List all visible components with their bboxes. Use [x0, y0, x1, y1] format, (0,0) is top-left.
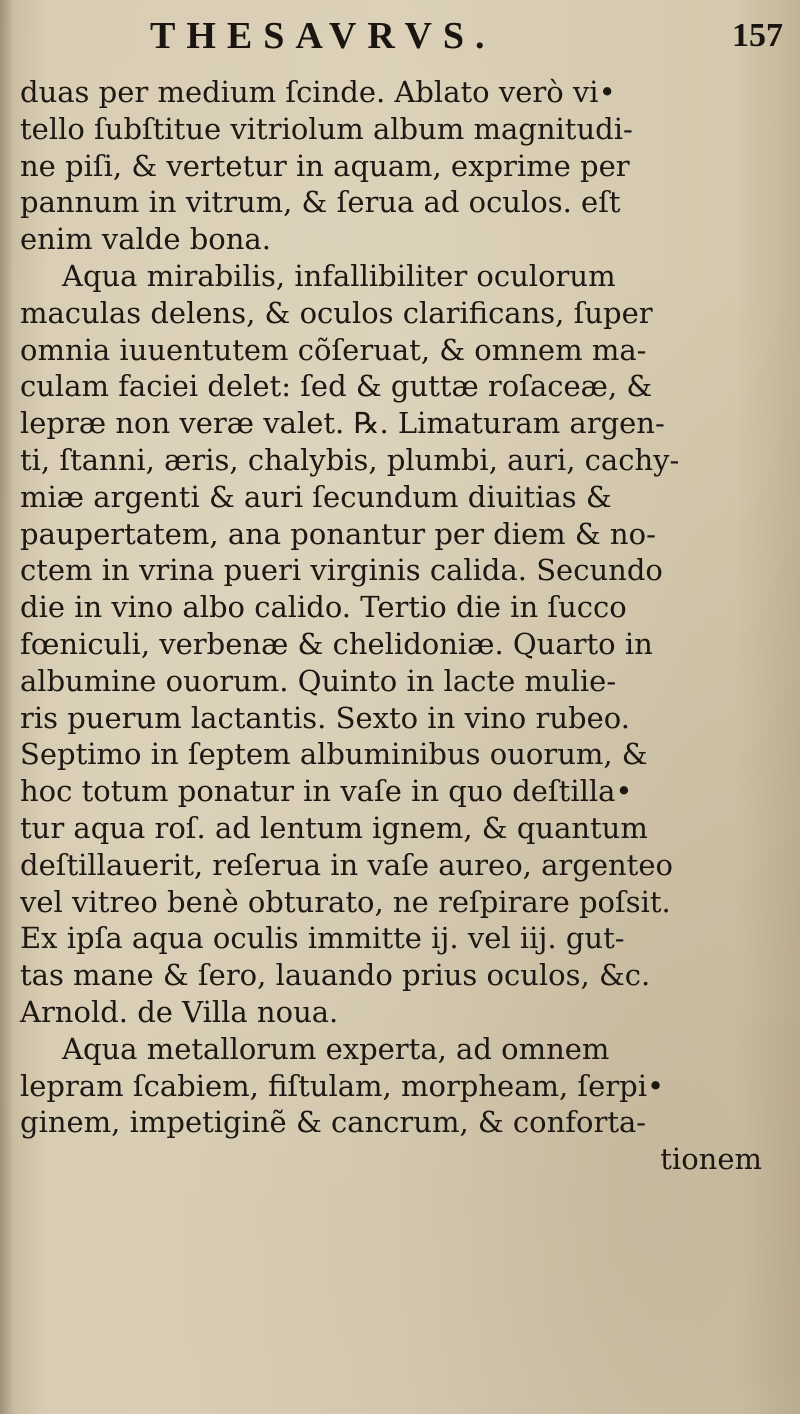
text-line: tello ſubſtitue vitriolum album magnitudi- — [20, 111, 633, 146]
text-line: paupertatem, ana ponantur per diem & no- — [20, 516, 656, 551]
running-title: THESAVRVS. — [150, 15, 496, 57]
page-number: 157 — [732, 17, 783, 54]
text-line: omnia iuuentutem cõſeruat, & omnem ma- — [20, 332, 647, 367]
text-line: ris puerum lactantis. Sexto in vino rubeo. — [20, 700, 630, 735]
text-line: vel vitreo benè obturato, ne reſpirare poſsit. — [20, 884, 671, 919]
text-line: lepræ non veræ valet. ℞. Limaturam argen- — [20, 406, 665, 441]
text-line: tur aqua roſ. ad lentum ignem, & quantum — [20, 810, 648, 845]
text-line: ginem, impetiginẽ & cancrum, & conforta- — [20, 1105, 647, 1140]
text-line: fœniculi, verbenæ & chelidoniæ. Quarto in — [20, 626, 653, 661]
text-line: ne piſi, & vertetur in aquam, exprime per — [20, 148, 630, 183]
text-line: hoc totum ponatur in vaſe in quo deſtilla• — [20, 774, 633, 809]
text-line: deſtillauerit, reſerua in vaſe aureo, argenteo — [20, 847, 673, 882]
text-line: duas per medium ſcinde. Ablato verò vi• — [20, 75, 616, 109]
text-line: ti, ſtanni, æris, chalybis, plumbi, auri, cachy- — [20, 442, 680, 477]
catchword: tionem — [660, 1142, 762, 1177]
text-line: miæ argenti & auri ſecundum diuitias & — [20, 479, 612, 514]
text-line: lepram ſcabiem, fiſtulam, morpheam, ſerpi• — [20, 1068, 665, 1103]
text-line: Arnold. de Villa noua. — [20, 994, 339, 1029]
body-text — [20, 74, 790, 1178]
text-line: pannum in vitrum, & ſerua ad oculos. eſt — [20, 185, 621, 220]
text-line: die in vino albo calido. Tertio die in ſucco — [20, 590, 627, 625]
text-line: culam faciei delet: ſed & guttæ roſaceæ, & — [20, 369, 653, 404]
text-line: Septimo in ſeptem albuminibus ouorum, & — [20, 737, 648, 772]
paragraph-start-line: Aqua metallorum experta, ad omnem — [62, 1031, 610, 1066]
running-head — [0, 4, 800, 64]
text-line: albumine ouorum. Quinto in lacte mulie- — [20, 663, 617, 698]
text-line: maculas delens, & oculos clarificans, ſuper — [20, 295, 653, 330]
gutter-shadow — [0, 0, 14, 1414]
text-line: Ex ipſa aqua oculis immitte ij. vel iij. gut- — [20, 921, 625, 956]
text-line: tas mane & ſero, lauando prius oculos, &c. — [20, 958, 651, 993]
text-line: ctem in vrina pueri virginis calida. Secundo — [20, 553, 663, 588]
text-line: enim valde bona. — [20, 222, 271, 257]
paragraph-start-line: Aqua mirabilis, infallibiliter oculorum — [62, 258, 616, 293]
